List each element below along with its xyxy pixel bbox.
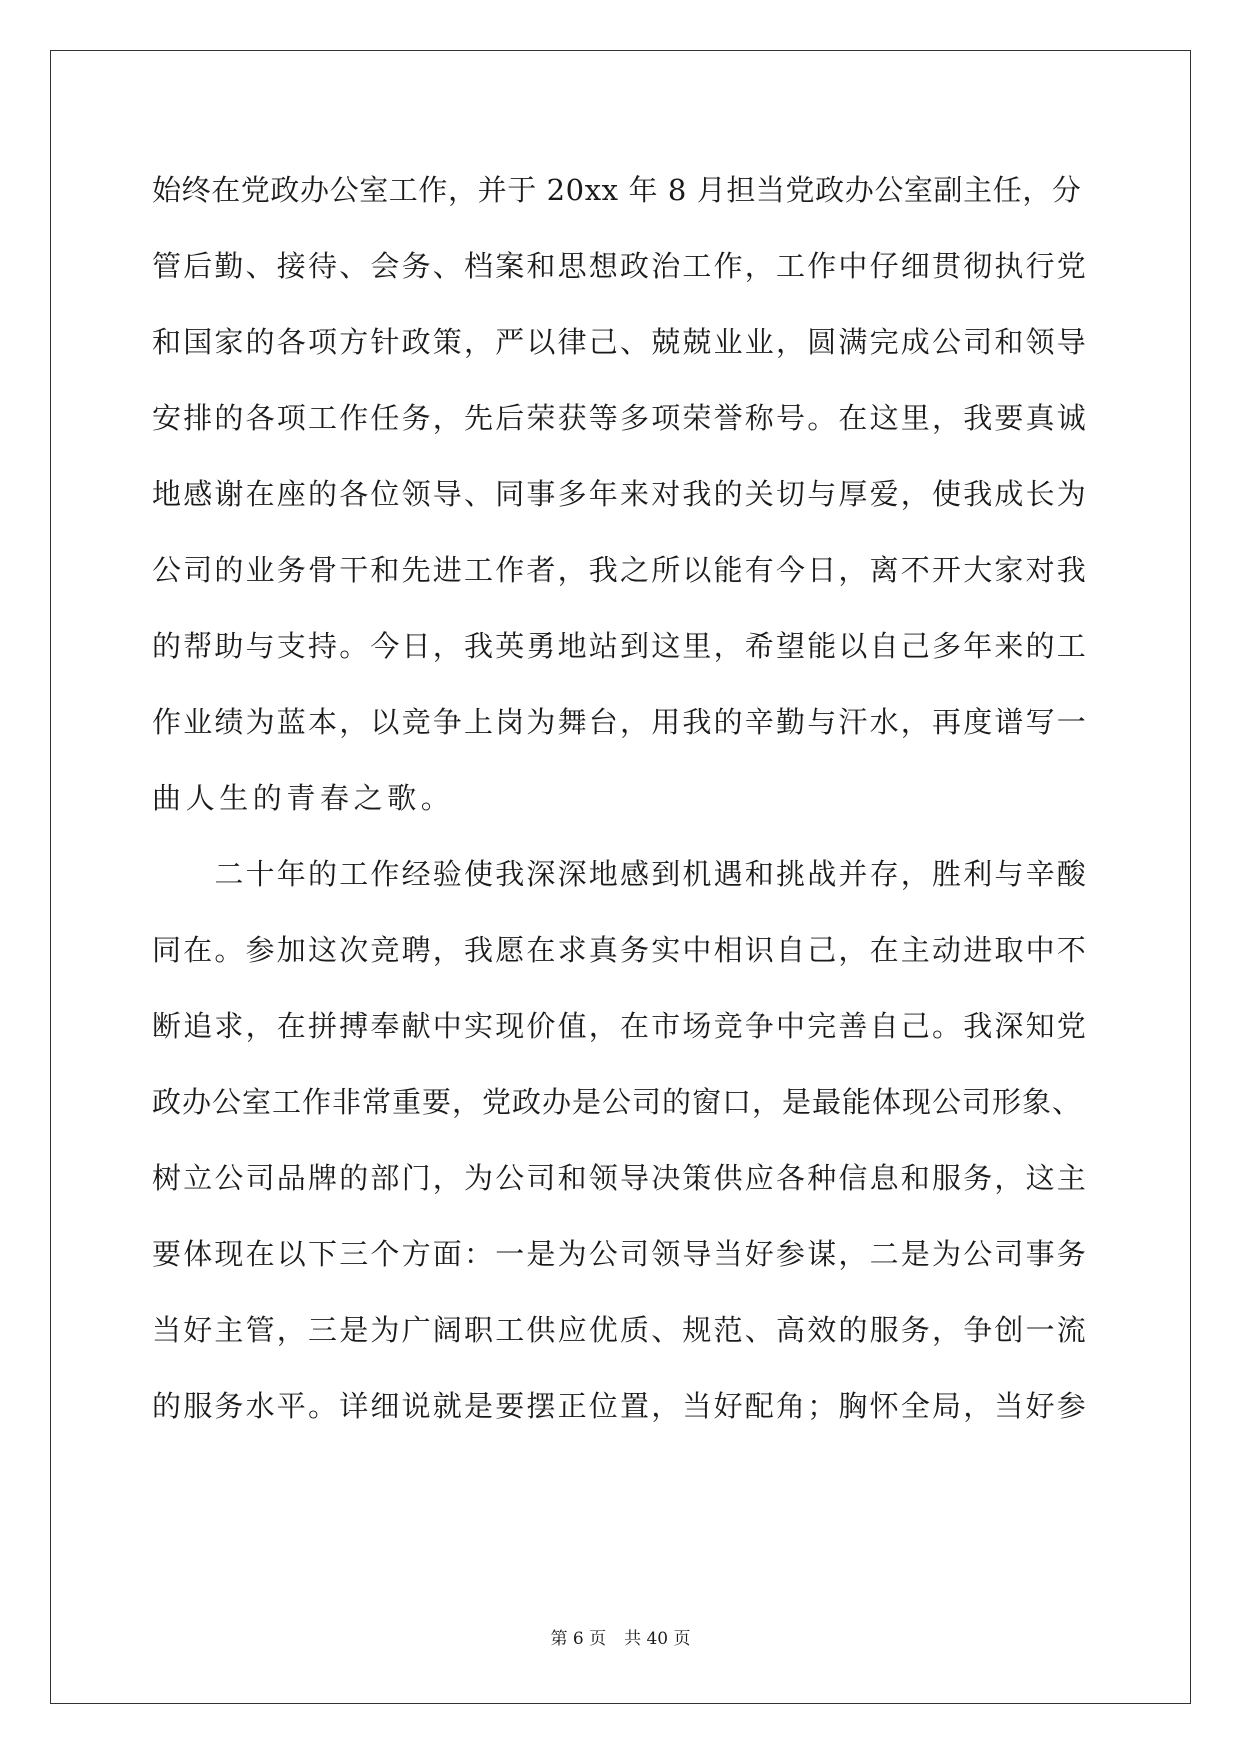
body-text-line: 的帮助与支持。今日，我英勇地站到这里，希望能以自己多年来的工: [152, 629, 1089, 663]
body-text-line: 同在。参加这次竞聘，我愿在求真务实中相识自己，在主动进取中不: [152, 933, 1089, 967]
body-text-line: 树立公司品牌的部门，为公司和领导决策供应各种信息和服务，这主: [152, 1161, 1089, 1195]
body-text-line: 管后勤、接待、会务、档案和思想政治工作，工作中仔细贯彻执行党: [152, 249, 1089, 283]
page-total: 共 40 页: [624, 1629, 691, 1649]
body-text-line: 作业绩为蓝本，以竞争上岗为舞台，用我的辛勤与汗水，再度谱写一: [152, 705, 1089, 739]
body-text-line: 安排的各项工作任务，先后荣获等多项荣誉称号。在这里，我要真诚: [152, 401, 1089, 435]
body-text-line: 曲人生的青春之歌。: [152, 781, 455, 815]
page-number: 第 6 页: [550, 1629, 607, 1649]
body-text-line: 要体现在以下三个方面：一是为公司领导当好参谋，二是为公司事务: [152, 1237, 1089, 1271]
body-text-line: 的服务水平。详细说就是要摆正位置，当好配角；胸怀全局，当好参: [152, 1389, 1089, 1423]
body-text-line: 当好主管，三是为广阔职工供应优质、规范、高效的服务，争创一流: [152, 1313, 1089, 1347]
body-text-line: 和国家的各项方针政策，严以律己、兢兢业业，圆满完成公司和领导: [152, 325, 1089, 359]
body-text-line: 政办公室工作非常重要，党政办是公司的窗口，是最能体现公司形象、: [152, 1085, 1083, 1119]
body-text-line: 二十年的工作经验使我深深地感到机遇和挑战并存，胜利与辛酸: [152, 857, 1089, 891]
body-text-line: 地感谢在座的各位领导、同事多年来对我的关切与厚爱，使我成长为: [152, 477, 1089, 511]
body-text-line: 始终在党政办公室工作，并于 20xx 年 8 月担当党政办公室副主任，分: [152, 173, 1082, 207]
page-footer: [0, 1627, 1241, 1651]
body-text-line: 断追求，在拼搏奉献中实现价值，在市场竞争中完善自己。我深知党: [152, 1009, 1089, 1043]
body-text-line: 公司的业务骨干和先进工作者，我之所以能有今日，离不开大家对我: [152, 553, 1089, 587]
